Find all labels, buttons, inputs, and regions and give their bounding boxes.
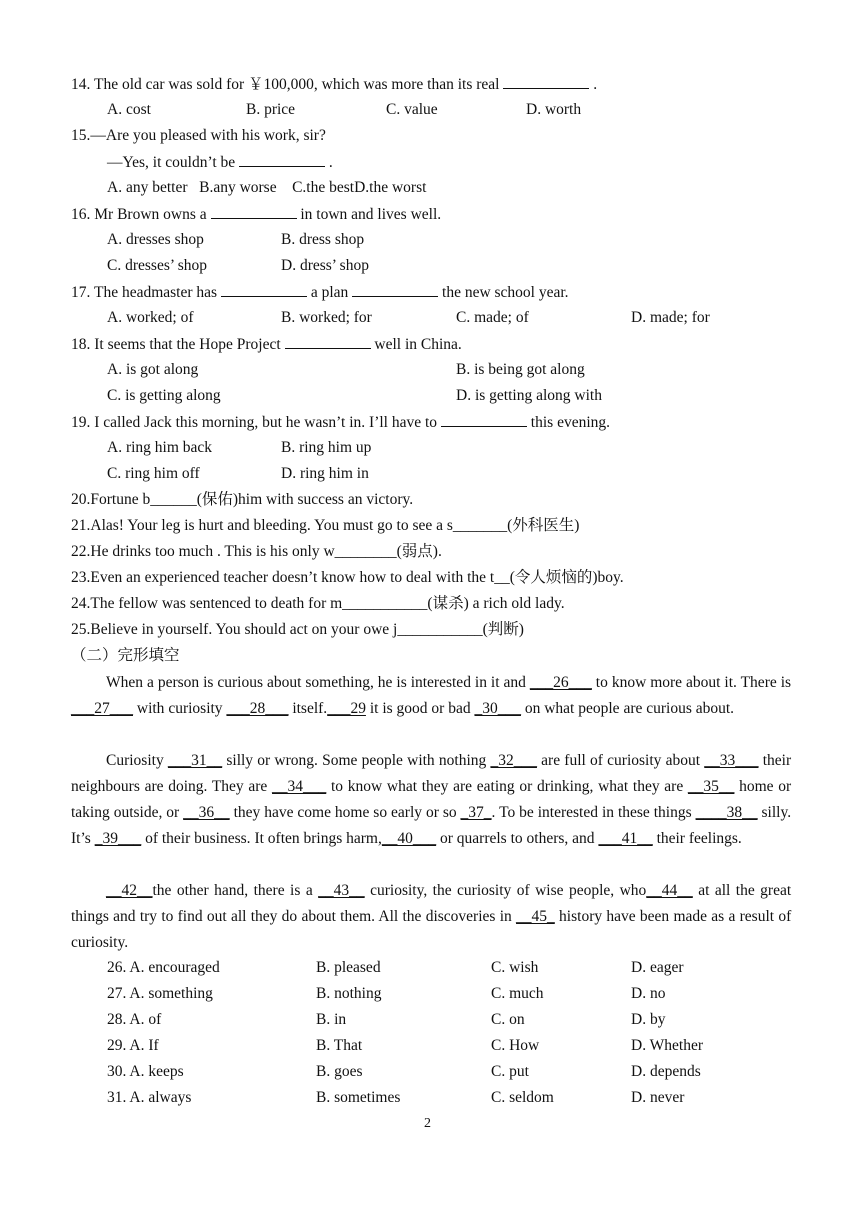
option-d: D. dress’ shop (281, 257, 369, 274)
cloze-word: person (157, 674, 200, 691)
cloze-word: about (665, 752, 701, 769)
cloze-word: about (266, 674, 302, 691)
option-a: A. ring him back (107, 439, 213, 456)
cloze-word: Some (322, 752, 358, 769)
choice-option-d: D. depends (631, 1063, 701, 1080)
cloze-word: be (519, 804, 534, 821)
cloze-word: it (369, 700, 379, 717)
cloze-word: is (290, 882, 301, 899)
cloze-word: to (330, 778, 344, 795)
cloze-word: about (301, 908, 336, 925)
cloze-word: they (421, 778, 449, 795)
cloze-word: been (639, 908, 670, 925)
cloze-word: feelings. (688, 830, 742, 847)
cloze-word: the (432, 882, 452, 899)
cloze-word: Curiosity (106, 752, 164, 769)
cloze-word: neighbours (71, 778, 140, 795)
option-c: C. dresses’ shop (107, 257, 208, 274)
choice-option-b: B. nothing (316, 985, 382, 1002)
cloze-word: people, (568, 882, 615, 899)
cloze-word: have (606, 908, 636, 925)
cloze-word: people (578, 700, 620, 717)
cloze-word: hand, (214, 882, 249, 899)
cloze-word: about (686, 674, 721, 691)
cloze-word: wrong. (274, 752, 318, 769)
cloze-word: the (152, 882, 172, 899)
cloze-word: often (267, 830, 300, 847)
option-d: D. ring him in (281, 465, 369, 482)
cloze-blank: ____38__ (695, 804, 758, 821)
cloze-word: silly. (761, 804, 792, 821)
cloze-word: the (402, 908, 422, 925)
cloze-blank: __44__ (646, 882, 693, 899)
cloze-word: the (735, 882, 755, 899)
cloze-word: brings (303, 830, 343, 847)
cloze-word: harm, (346, 830, 382, 847)
question-14-stem: 14. The old car was sold for ￥100,000, which was more than its real . (71, 76, 598, 93)
option-c: C. ring him off (107, 465, 200, 482)
section-heading: （二）完形填空 (71, 647, 180, 664)
cloze-word: are (144, 778, 164, 795)
cloze-word: All (378, 908, 399, 925)
cloze-word: are (248, 778, 268, 795)
cloze-line (71, 699, 791, 719)
cloze-word: result (739, 908, 775, 925)
cloze-word: about. (695, 700, 735, 717)
option-a: A. cost (107, 101, 151, 118)
cloze-word: their (161, 830, 191, 847)
cloze-word: or (519, 778, 533, 795)
cloze-word: in (601, 804, 614, 821)
answer-blank (441, 412, 527, 427)
cloze-word: of (145, 830, 158, 847)
cloze-blank: _30___ (474, 700, 521, 717)
cloze-word: full (564, 752, 586, 769)
fill-question-21: 21.Alas! Your leg is hurt and bleeding. You must go to see a s_______(外科医生) (71, 517, 580, 534)
cloze-word: interested (537, 804, 598, 821)
choice-option-c: C. put (491, 1063, 529, 1080)
choice-option-c: C. on (491, 1011, 525, 1028)
cloze-word: these (617, 804, 650, 821)
cloze-word: people (361, 752, 403, 769)
cloze-word: of (516, 882, 530, 899)
cloze-word: . (491, 804, 496, 821)
answer-blank (352, 282, 438, 297)
cloze-word: at (698, 882, 710, 899)
cloze-word: It (254, 830, 264, 847)
cloze-word: home (334, 804, 370, 821)
cloze-word: or (425, 804, 439, 821)
option-a: A. is got along (107, 361, 199, 378)
cloze-word: is (382, 700, 393, 717)
fill-question-24: 24.The fellow was sentenced to death for m___________(谋杀) a rich old lady. (71, 595, 565, 612)
choice-option-b: B. goes (316, 1063, 363, 1080)
cloze-word: so (373, 804, 388, 821)
cloze-word: are (541, 752, 561, 769)
question-19-stem: 19. I called Jack this morning, but he wasn’t in. I’ll have to this evening. (71, 414, 611, 431)
cloze-word: discoveries (425, 908, 496, 925)
cloze-word: are (664, 778, 684, 795)
cloze-line (71, 777, 791, 797)
cloze-word: quarrels (456, 830, 507, 847)
choice-number-and-option-a: 26. A. encouraged (107, 959, 220, 976)
cloze-word: taking (71, 804, 110, 821)
cloze-word: are (623, 700, 643, 717)
cloze-word: It’s (71, 830, 91, 847)
cloze-word: or (440, 830, 453, 847)
option-c: C. is getting along (107, 387, 221, 404)
cloze-word: it (490, 674, 500, 691)
cloze-word: they (632, 778, 660, 795)
cloze-word: their (762, 752, 792, 769)
cloze-word: know (347, 778, 383, 795)
cloze-word: a (146, 674, 154, 691)
cloze-word: or (166, 804, 180, 821)
cloze-blank: ___31__ (167, 752, 223, 769)
cloze-word: interested (410, 674, 471, 691)
choice-number-and-option-a: 29. A. If (107, 1037, 159, 1054)
cloze-word: curiosity (607, 752, 662, 769)
choice-number-and-option-a: 31. A. always (107, 1089, 192, 1106)
cloze-word: there (253, 882, 285, 899)
cloze-word: bad (448, 700, 471, 717)
cloze-word: outside, (113, 804, 163, 821)
cloze-word: good (396, 700, 428, 717)
option-c: C. value (386, 101, 438, 118)
choice-option-b: B. sometimes (316, 1089, 401, 1106)
answer-blank (503, 74, 589, 89)
choice-option-b: B. That (316, 1037, 363, 1054)
cloze-word: something, (305, 674, 374, 691)
cloze-word: business. (194, 830, 251, 847)
choice-number-and-option-a: 27. A. something (107, 985, 213, 1002)
cloze-word: curiosity (168, 700, 223, 717)
cloze-blank: __33___ (704, 752, 759, 769)
cloze-word: their (656, 830, 685, 847)
cloze-blank: ___29 (327, 700, 366, 717)
choice-option-d: D. Whether (631, 1037, 704, 1054)
cloze-blank: ___27___ (71, 700, 133, 717)
cloze-word: do (281, 908, 298, 925)
cloze-word: on (524, 700, 541, 717)
cloze-word: what (386, 778, 418, 795)
cloze-word: is (203, 674, 214, 691)
cloze-word: to (510, 830, 523, 847)
cloze-word: home (739, 778, 774, 795)
cloze-word: it. (724, 674, 737, 691)
option-b: B. is being got along (456, 361, 585, 378)
option-d: D. worth (526, 101, 582, 118)
cloze-word: and (503, 674, 526, 691)
fill-question-23: 23.Even an experienced teacher doesn’t know how to deal with the t__(令人烦恼的)boy. (71, 569, 624, 586)
cloze-word: who (619, 882, 647, 899)
cloze-word: and (572, 830, 595, 847)
fill-question-20: 20.Fortune b______(保佑)him with success an victory. (71, 491, 414, 508)
cloze-line (71, 803, 791, 823)
cloze-word: with (136, 700, 165, 717)
question-16-stem: 16. Mr Brown owns a in town and lives well. (71, 206, 442, 223)
answer-blank (211, 204, 297, 219)
cloze-word: all (714, 882, 731, 899)
option-b: B. ring him up (281, 439, 372, 456)
cloze-word: history (559, 908, 603, 925)
cloze-word: or (778, 778, 792, 795)
fill-question-25: 25.Believe in yourself. You should act on your owe j___________(判断) (71, 621, 524, 638)
cloze-blank: __35__ (687, 778, 735, 795)
cloze-line (71, 907, 791, 927)
cloze-word: curious (646, 700, 692, 717)
option-b: B. dress shop (281, 231, 365, 248)
cloze-blank: __34___ (272, 778, 327, 795)
choice-option-c: C. seldom (491, 1089, 554, 1106)
cloze-word: more (650, 674, 683, 691)
cloze-word: are (453, 778, 473, 795)
cloze-line (106, 673, 791, 693)
cloze-word: of (590, 752, 603, 769)
cloze-word: them. (340, 908, 376, 925)
cloze-word: to (161, 908, 174, 925)
cloze-word: to (595, 674, 608, 691)
choice-option-b: B. pleased (316, 959, 381, 976)
cloze-blank: ___28___ (226, 700, 289, 717)
cloze-word: itself. (292, 700, 328, 717)
cloze-word: When (106, 674, 144, 691)
cloze-blank: ___41__ (598, 830, 653, 847)
cloze-word: out (206, 908, 227, 925)
cloze-word: they (250, 908, 278, 925)
cloze-word: curiosity, (370, 882, 428, 899)
question-15-reply: —Yes, it couldn’t be . (107, 154, 333, 171)
cloze-word: a (728, 908, 736, 925)
cloze-blank: __40___ (381, 830, 437, 847)
cloze-line (106, 881, 791, 901)
cloze-word: have (264, 804, 294, 821)
cloze-word: others, (526, 830, 569, 847)
cloze-word: great (760, 882, 792, 899)
choice-number-and-option-a: 28. A. of (107, 1011, 162, 1028)
cloze-blank: __45_ (516, 908, 555, 925)
cloze-word: know (611, 674, 647, 691)
cloze-word: other (176, 882, 209, 899)
choice-option-b: B. in (316, 1011, 347, 1028)
question-18-stem: 18. It seems that the Hope Project well in China. (71, 336, 462, 353)
cloze-word: To (499, 804, 516, 821)
cloze-blank: _32___ (490, 752, 537, 769)
cloze-blank: __36__ (183, 804, 230, 821)
cloze-word: of (778, 908, 792, 925)
cloze-word: as (711, 908, 725, 925)
choice-option-d: D. eager (631, 959, 684, 976)
cloze-line (106, 751, 791, 771)
choice-number-and-option-a: 30. A. keeps (107, 1063, 184, 1080)
option-b: B. worked; for (281, 309, 372, 326)
cloze-word: come (297, 804, 331, 821)
cloze-word: eating (476, 778, 515, 795)
option-d: D. made; for (631, 309, 710, 326)
cloze-word: early (391, 804, 423, 821)
cloze-word: they (233, 804, 261, 821)
option-d: D. is getting along with (456, 387, 602, 404)
cloze-word: what (598, 778, 629, 795)
option-a: A. dresses shop (107, 231, 204, 248)
choice-option-d: D. no (631, 985, 666, 1002)
cloze-word: things (71, 908, 109, 925)
cloze-blank: _37_ (460, 804, 492, 821)
cloze-word: a (305, 882, 313, 899)
cloze-word: drinking, (536, 778, 594, 795)
choice-option-c: C. How (491, 1037, 540, 1054)
question-17-stem: 17. The headmaster has a plan the new school year. (71, 284, 569, 301)
cloze-word: curiosity (457, 882, 512, 899)
cloze-word: so (442, 804, 457, 821)
cloze-word: silly (226, 752, 254, 769)
cloze-word: he (377, 674, 393, 691)
cloze-blank: __43__ (318, 882, 365, 899)
choice-option-d: D. never (631, 1089, 685, 1106)
cloze-word: in (499, 908, 512, 925)
cloze-blank: __42__ (106, 882, 153, 899)
question-15-stem: 15.—Are you pleased with his work, sir? (71, 127, 326, 144)
fill-question-22: 22.He drinks too much . This is his only w________(弱点). (71, 543, 442, 560)
answer-blank (285, 334, 371, 349)
cloze-word: curiosity. (71, 934, 129, 951)
cloze-word: There (740, 674, 777, 691)
cloze-word: curious (217, 674, 264, 691)
option-b: B. price (246, 101, 296, 118)
cloze-word: or (257, 752, 271, 769)
question-15-options: A. any better B.any worse C.the bestD.the worst (107, 179, 427, 196)
option-a: A. worked; of (107, 309, 194, 326)
cloze-word: try (139, 908, 158, 925)
cloze-blank: ___26___ (529, 674, 592, 691)
cloze-blank: _39___ (94, 830, 142, 847)
cloze-line (71, 829, 791, 849)
cloze-word: doing. (168, 778, 208, 795)
cloze-word: find (177, 908, 203, 925)
choice-option-d: D. by (631, 1011, 666, 1028)
answer-blank (221, 282, 307, 297)
cloze-word: in (474, 674, 487, 691)
cloze-word: what (544, 700, 575, 717)
answer-blank (239, 152, 325, 167)
choice-option-c: C. wish (491, 959, 539, 976)
cloze-word: made (673, 908, 708, 925)
cloze-line (71, 933, 791, 953)
cloze-word: is (396, 674, 407, 691)
cloze-word: They (211, 778, 244, 795)
cloze-word: or (431, 700, 445, 717)
page-number: 2 (424, 1116, 431, 1131)
cloze-word: is (780, 674, 792, 691)
cloze-word: things (653, 804, 692, 821)
option-c: C. made; of (456, 309, 529, 326)
cloze-word: all (230, 908, 247, 925)
cloze-word: and (113, 908, 136, 925)
cloze-word: wise (535, 882, 564, 899)
cloze-word: nothing (438, 752, 487, 769)
cloze-word: with (407, 752, 435, 769)
choice-option-c: C. much (491, 985, 544, 1002)
